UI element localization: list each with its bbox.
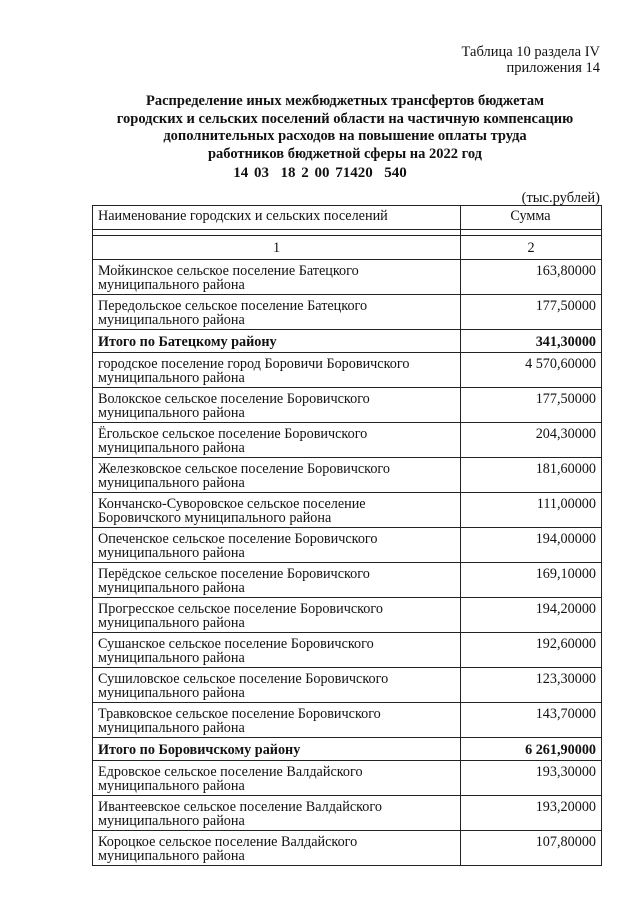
settlement-name-line-1: Опеченское сельское поселение Боровичского — [98, 531, 378, 547]
table-reference — [462, 44, 600, 76]
column-header-name: Наименование городских и сельских поселений — [93, 206, 461, 230]
settlement-name — [93, 330, 461, 353]
amount-cell: 6 261,90000 — [461, 738, 602, 761]
settlement-name-line-1: Сушанское сельское поселение Боровичского — [98, 636, 374, 652]
settlement-name-line-2: муниципального района — [98, 615, 245, 631]
column-number-row — [93, 236, 602, 260]
table-row — [93, 295, 602, 330]
settlement-name-line-1: Итого по Батецкому району — [98, 334, 277, 350]
table-total-row — [93, 738, 602, 761]
settlement-name-line-2: муниципального района — [98, 685, 245, 701]
column-number-2: 2 — [461, 236, 602, 260]
amount-cell: 177,50000 — [461, 388, 602, 423]
settlement-name — [93, 761, 461, 796]
table-body — [93, 260, 602, 866]
table-row — [93, 493, 602, 528]
settlement-name-line-1: Ивантеевское сельское поселение Валдайского — [98, 799, 382, 815]
settlement-name-line-1: Кончанско-Суворовское сельское поселение — [98, 496, 366, 512]
table-row — [93, 761, 602, 796]
settlement-name-line-1: Прогресское сельское поселение Боровичского — [98, 601, 383, 617]
settlement-name — [93, 796, 461, 831]
table-row — [93, 703, 602, 738]
table-row — [93, 260, 602, 295]
settlement-name — [93, 493, 461, 528]
table-header-row — [93, 206, 602, 230]
settlement-name-line-2: муниципального района — [98, 405, 245, 421]
table-total-row — [93, 330, 602, 353]
table-row — [93, 353, 602, 388]
table-row — [93, 831, 602, 866]
table-row — [93, 598, 602, 633]
document-title — [70, 93, 620, 163]
amount-cell: 163,80000 — [461, 260, 602, 295]
table-row — [93, 458, 602, 493]
settlement-name-line-1: Сушиловское сельское поселение Боровичского — [98, 671, 389, 687]
settlement-name — [93, 738, 461, 761]
amount-cell: 204,30000 — [461, 423, 602, 458]
settlement-name-line-1: Железковское сельское поселение Боровичского — [98, 461, 390, 477]
settlement-name — [93, 458, 461, 493]
settlement-name-line-2: муниципального района — [98, 440, 245, 456]
table-reference-line-2: приложения 14 — [506, 60, 600, 76]
settlement-name-line-2: муниципального района — [98, 650, 245, 666]
table-reference-line-1: Таблица 10 раздела IV — [461, 44, 600, 60]
table-row — [93, 668, 602, 703]
table-row — [93, 423, 602, 458]
amount-cell: 4 570,60000 — [461, 353, 602, 388]
settlement-name-line-2: муниципального района — [98, 580, 245, 596]
amount-cell: 123,30000 — [461, 668, 602, 703]
title-line-1: Распределение иных межбюджетных трансфертов бюджетам — [146, 93, 544, 109]
budget-code: 14 03 18 2 00 71420 540 — [233, 165, 407, 181]
table-row — [93, 563, 602, 598]
amount-cell: 194,00000 — [461, 528, 602, 563]
amount-cell: 194,20000 — [461, 598, 602, 633]
settlement-name — [93, 668, 461, 703]
column-number-1: 1 — [93, 236, 461, 260]
settlement-name-line-2: муниципального района — [98, 475, 245, 491]
table-row — [93, 633, 602, 668]
amount-cell: 193,20000 — [461, 796, 602, 831]
table-row — [93, 528, 602, 563]
amount-cell: 143,70000 — [461, 703, 602, 738]
settlement-name — [93, 703, 461, 738]
amount-cell: 177,50000 — [461, 295, 602, 330]
settlement-name-line-1: Волокское сельское поселение Боровичского — [98, 391, 370, 407]
settlement-name-line-1: Короцкое сельское поселение Валдайского — [98, 834, 358, 850]
settlement-name-line-2: муниципального района — [98, 848, 245, 864]
title-line-3: дополнительных расходов на повышение оплаты труда — [163, 128, 527, 144]
settlement-name-line-2: муниципального района — [98, 720, 245, 736]
settlement-name-line-2: Боровичского муниципального района — [98, 510, 332, 526]
settlement-name-line-1: городское поселение город Боровичи Боровичского — [98, 356, 410, 372]
title-line-2: городских и сельских поселений области на частичную компенсацию — [116, 110, 574, 127]
settlement-name — [93, 528, 461, 563]
settlement-name — [93, 831, 461, 866]
settlement-name-line-1: Перёдское сельское поселение Боровичского — [98, 566, 370, 582]
table-row — [93, 388, 602, 423]
settlement-name-line-1: Передольское сельское поселение Батецкого — [98, 298, 368, 314]
settlement-name-line-2: муниципального района — [98, 277, 245, 293]
amount-cell: 107,80000 — [461, 831, 602, 866]
settlement-name — [93, 260, 461, 295]
settlement-name-line-1: Ёгольское сельское поселение Боровичского — [98, 426, 368, 442]
settlement-name — [93, 598, 461, 633]
settlement-name — [93, 423, 461, 458]
settlement-name — [93, 563, 461, 598]
title-line-4: работников бюджетной сферы на 2022 год — [207, 145, 483, 162]
settlement-name-line-1: Травковское сельское поселение Боровичского — [98, 706, 381, 722]
settlement-name-line-2: муниципального района — [98, 545, 245, 561]
amount-cell: 181,60000 — [461, 458, 602, 493]
units-label: (тыс.рублей) — [521, 190, 600, 206]
column-header-sum: Сумма — [461, 206, 602, 230]
amount-cell: 193,30000 — [461, 761, 602, 796]
settlement-name-line-2: муниципального района — [98, 813, 245, 829]
amount-cell: 341,30000 — [461, 330, 602, 353]
settlement-name — [93, 295, 461, 330]
settlement-name-line-2: муниципального района — [98, 778, 245, 794]
settlement-name — [93, 353, 461, 388]
settlement-name-line-1: Мойкинское сельское поселение Батецкого — [98, 263, 359, 279]
transfers-table — [92, 205, 602, 866]
settlement-name-line-2: муниципального района — [98, 312, 245, 328]
settlement-name — [93, 388, 461, 423]
amount-cell: 111,00000 — [461, 493, 602, 528]
settlement-name-line-1: Итого по Боровичскому району — [98, 742, 301, 758]
settlement-name-line-1: Едровское сельское поселение Валдайского — [98, 764, 363, 780]
amount-cell: 169,10000 — [461, 563, 602, 598]
amount-cell: 192,60000 — [461, 633, 602, 668]
settlement-name-line-2: муниципального района — [98, 370, 245, 386]
settlement-name — [93, 633, 461, 668]
table-row — [93, 796, 602, 831]
